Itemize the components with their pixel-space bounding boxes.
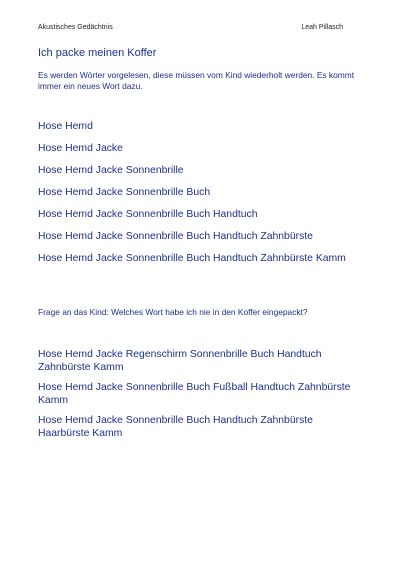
option-line: Hose Hemd Jacke Sonnenbrille Buch Fußball Handtuch Zahnbürste Kamm [38, 382, 351, 406]
sequence-line: Hose Hemd Jacke Sonnenbrille Buch [38, 187, 211, 198]
question-text: Frage an das Kind: Welches Wort habe ich nie in den Koffer eingepackt? [38, 307, 308, 317]
option-line: Hose Hemd Jacke Sonnenbrille Buch Handtuch Zahnbürste Haarbürste Kamm [38, 415, 313, 439]
sequence-line: Hose Hemd Jacke Sonnenbrille [38, 165, 184, 176]
instruction-text: Es werden Wörter vorgelesen, diese müssen vom Kind wiederholt werden. Es kommt immer ein neues Wort dazu. [38, 70, 355, 91]
sequence-line: Hose Hemd Jacke Sonnenbrille Buch Handtuch [38, 209, 258, 220]
answer-options-list [38, 348, 363, 447]
sequence-line: Hose Hemd Jacke Sonnenbrille Buch Handtuch Zahnbürste [38, 231, 313, 242]
sequence-line: Hose Hemd Jacke [38, 143, 123, 154]
sequence-line: Hose Hemd [38, 121, 93, 132]
header-author: Leah Pillasch [301, 24, 343, 31]
option-line: Hose Hemd Jacke Regenschirm Sonnenbrille Buch Handtuch Zahnbürste Kamm [38, 349, 322, 373]
page-title: Ich packe meinen Koffer [38, 47, 157, 59]
sequence-line: Hose Hemd Jacke Sonnenbrille Buch Handtuch Zahnbürste Kamm [38, 253, 346, 264]
header-subject: Akustisches Gedächtnis [38, 24, 113, 31]
word-sequence-list [38, 120, 363, 274]
